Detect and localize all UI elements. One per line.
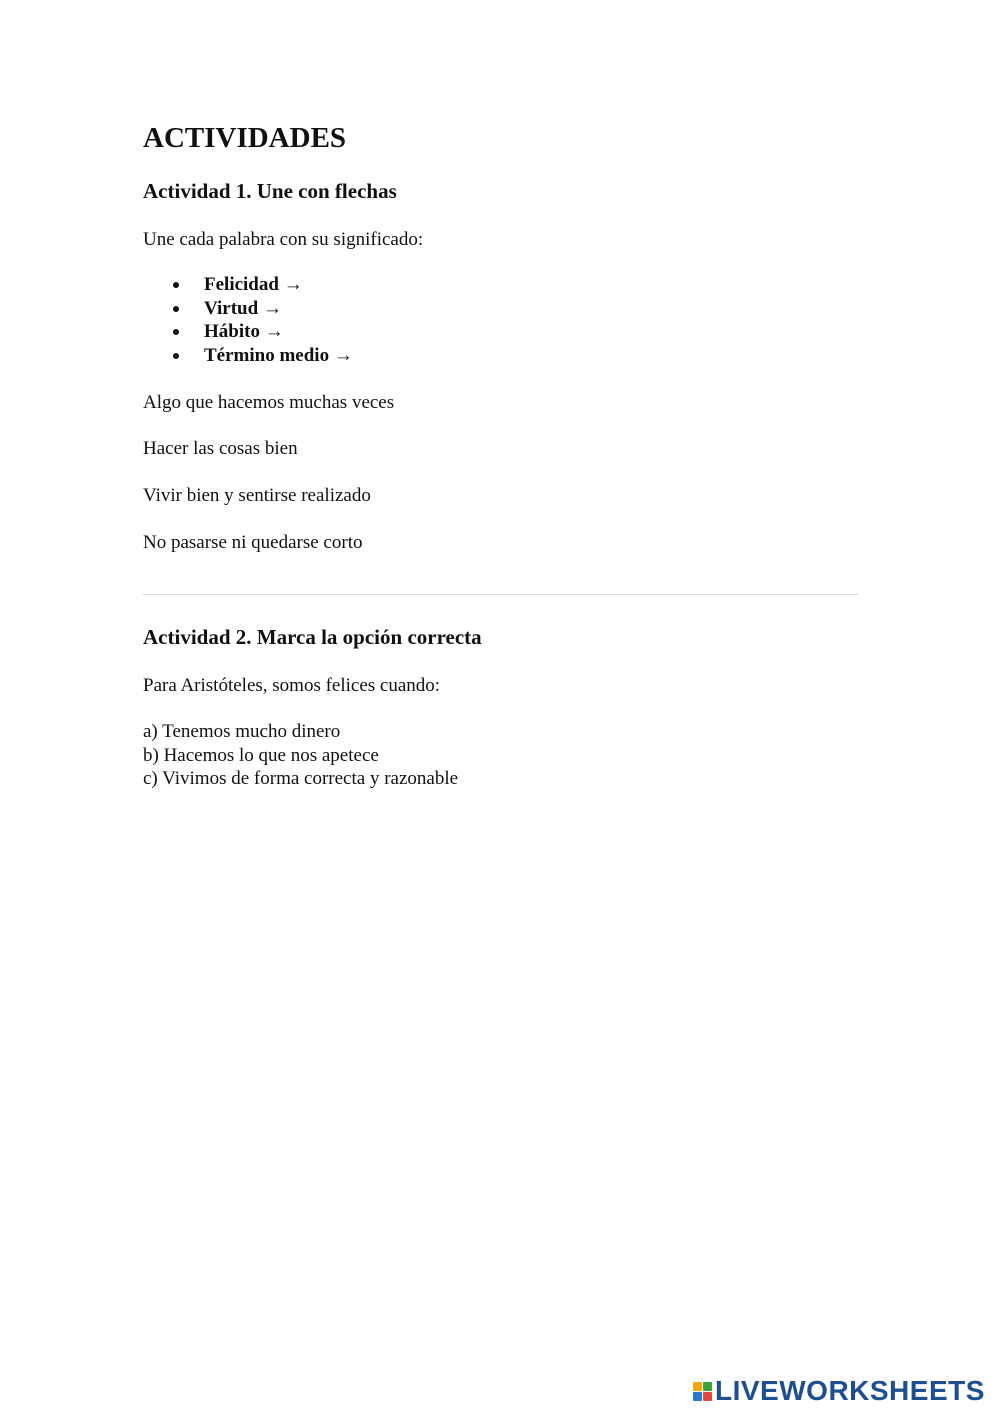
bullet-icon	[173, 306, 179, 312]
bullet-icon	[173, 353, 179, 359]
page-title: ACTIVIDADES	[143, 122, 347, 154]
activity-2-heading: Actividad 2. Marca la opción correcta	[143, 625, 482, 649]
logo-square	[703, 1382, 712, 1391]
answer-options	[143, 720, 458, 791]
logo-squares-icon	[693, 1382, 712, 1401]
section-divider	[143, 594, 858, 595]
term-item	[143, 320, 353, 344]
logo-square	[693, 1382, 702, 1391]
term-item	[143, 273, 353, 297]
activity-1-instruction: Une cada palabra con su significado:	[143, 229, 424, 250]
activity-2-question: Para Aristóteles, somos felices cuando:	[143, 675, 441, 696]
definition-item: Algo que hacemos muchas veces	[143, 392, 395, 413]
answer-option: c) Vivimos de forma correcta y razonable	[143, 768, 459, 789]
term-label: Término medio →	[204, 344, 353, 366]
definition-item: No pasarse ni quedarse corto	[143, 532, 363, 553]
term-item	[143, 297, 353, 321]
liveworksheets-logo	[693, 1376, 985, 1406]
term-label: Hábito →	[204, 321, 284, 342]
term-label: Felicidad →	[204, 274, 303, 295]
answer-option: a) Tenemos mucho dinero	[143, 721, 341, 742]
term-label: Virtud →	[204, 297, 282, 319]
logo-square	[703, 1392, 712, 1401]
term-item	[143, 344, 353, 368]
definition-item: Vivir bien y sentirse realizado	[143, 485, 371, 506]
bullet-icon	[173, 329, 179, 335]
term-list	[143, 273, 353, 367]
logo-text: LIVEWORKSHEETS	[715, 1375, 985, 1406]
definition-item: Hacer las cosas bien	[143, 438, 298, 459]
activity-1-heading: Actividad 1. Une con flechas	[143, 179, 397, 203]
bullet-icon	[173, 282, 179, 288]
answer-option: b) Hacemos lo que nos apetece	[143, 744, 379, 766]
logo-square	[693, 1392, 702, 1401]
